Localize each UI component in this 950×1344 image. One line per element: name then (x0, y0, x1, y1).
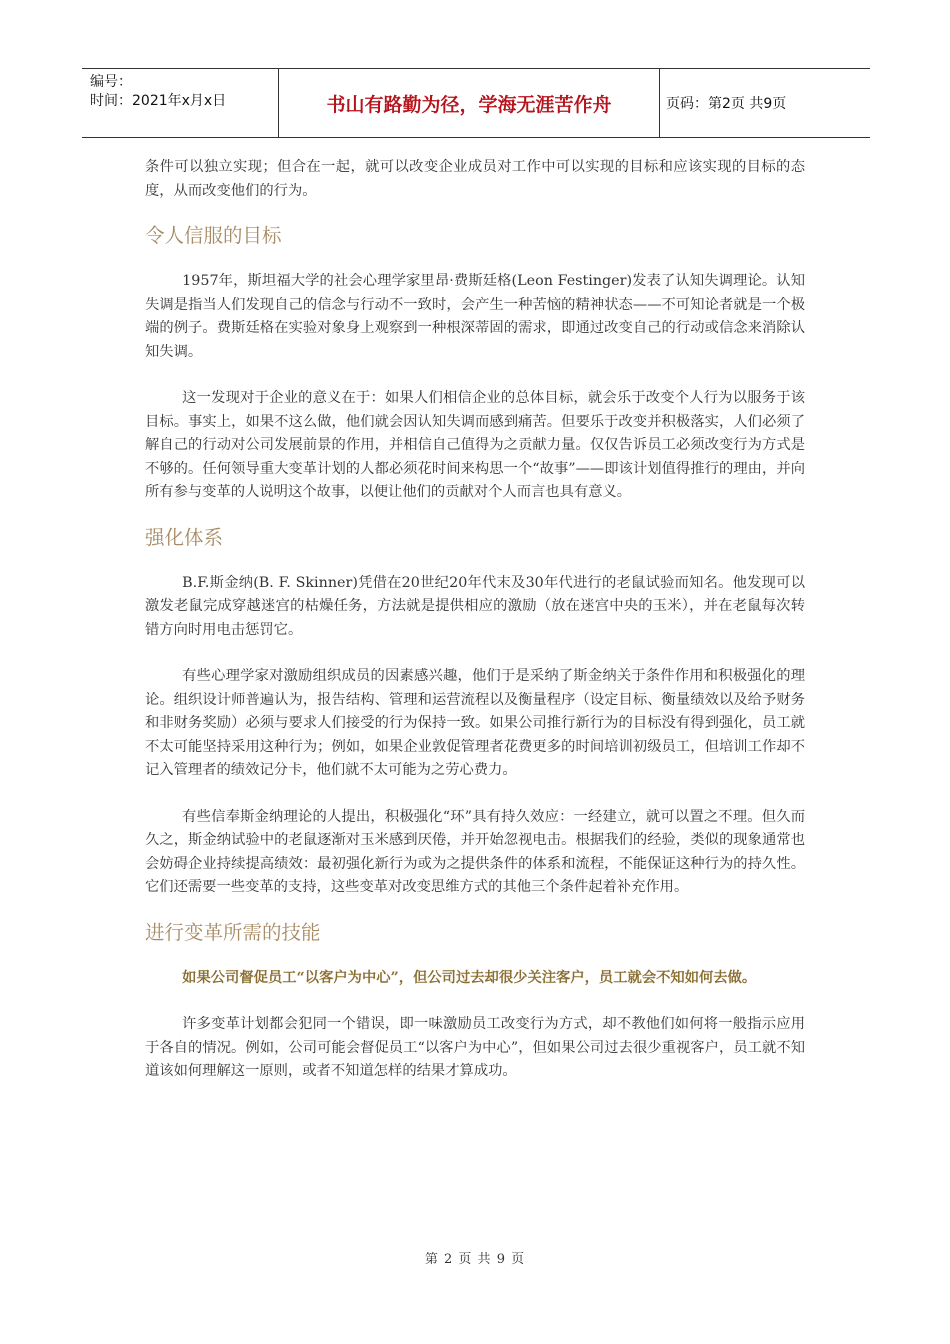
paragraph-change-mistakes: 许多变革计划都会犯同一个错误，即一味激励员工改变行为方式，却不教他们如何将一般指示应用于各自的情况。例如，公司可能会督促员工“以客户为中心”，但如果公司过去很少重视客户，员工就不知道该如何理解这一原则，或者不知道怎样的结果才算成功。 (145, 1016, 805, 1079)
paragraph-reinforcement-loop: 有些信奉斯金纳理论的人提出，积极强化“环”具有持久效应：一经建立，就可以置之不理。但久而久之，斯金纳试验中的老鼠逐渐对玉米感到厌倦，并开始忽视电击。根据我们的经验，类似的现象通常也会妨碍企业持续提高绩效：最初强化新行为或为之提供条件的体系和流程，不能保证这种行为的持久性。它们还需要一些变革的支持，这些变革对改变思维方式的其他三个条件起着补充作用。 (145, 808, 805, 895)
page-header (82, 68, 870, 138)
section-heading-compelling-goal: 令人信服的目标 (145, 224, 282, 247)
paragraph-enterprise-meaning: 这一发现对于企业的意义在于：如果人们相信企业的总体目标，就会乐于改变个人行为以服务于该目标。事实上，如果不这么做，他们就会因认知失调而感到痛苦。但要乐于改变并积极落实，人们必须了解自己的行动对公司发展前景的作用，并相信自己值得为之贡献力量。仅仅告诉员工必须改变行为方式是不够的。任何领导重大变革计划的人都必须花时间来构思一个“故事”——即该计划值得推行的理由，并向所有参与变革的人说明这个故事，以便让他们的贡献对个人而言也具有意义。 (145, 390, 805, 500)
section-heading-skills: 进行变革所需的技能 (145, 920, 321, 944)
document-number-label: 编号： (90, 74, 132, 90)
section-heading-reinforcement: 强化体系 (145, 525, 224, 549)
page-footer: 第 2 页 共 9 页 (424, 1252, 526, 1267)
document-body (145, 156, 805, 1084)
pull-quote: 如果公司督促员工“以客户为中心”，但公司过去却很少关注客户，员工就会不知如何去做。 (182, 969, 757, 986)
document-date-label: 时间：2021年x月x日 (90, 93, 227, 109)
paragraph-continuation: 条件可以独立实现；但合在一起，就可以改变企业成员对工作中可以实现的目标和应该实现的目标的态度，从而改变他们的行为。 (145, 159, 805, 199)
header-page-number: 页码：第2页 共9页 (666, 96, 787, 112)
paragraph-festinger: 1957年，斯坦福大学的社会心理学家里昂·费斯廷格(Leon Festinger)发表了认知失调理论。认知失调是指当人们发现自己的信念与行动不一致时，会产生一种苦恼的精神状态——不可知论者就是一个极端的例子。费斯廷格在实验对象身上观察到一种根深蒂固的需求，即通过改变自己的行动或信念来消除认知失调。 (145, 273, 805, 360)
header-meta (82, 69, 279, 137)
header-slogan: 书山有路勤为径，学海无涯苦作舟 (279, 69, 660, 137)
paragraph-psychologists: 有些心理学家对激励组织成员的因素感兴趣，他们于是采纳了斯金纳关于条件作用和积极强化的理论。组织设计师普遍认为，报告结构、管理和运营流程以及衡量程序（设定目标、衡量绩效以及给予财务和非财务奖励）必须与要求人们接受的行为保持一致。如果公司推行新行为的目标没有得到强化，员工就不太可能坚持采用这种行为；例如，如果企业敦促管理者花费更多的时间培训初级员工，但培训工作却不记入管理者的绩效记分卡，他们就不太可能为之劳心费力。 (145, 668, 805, 778)
paragraph-skinner: B.F.斯金纳(B. F. Skinner)凭借在20世纪20年代末及30年代进行的老鼠试验而知名。他发现可以激发老鼠完成穿越迷宫的枯燥任务，方法就是提供相应的激励（放在迷宫中央的玉米），并在老鼠每次转错方向时用电击惩罚它。 (145, 574, 805, 638)
